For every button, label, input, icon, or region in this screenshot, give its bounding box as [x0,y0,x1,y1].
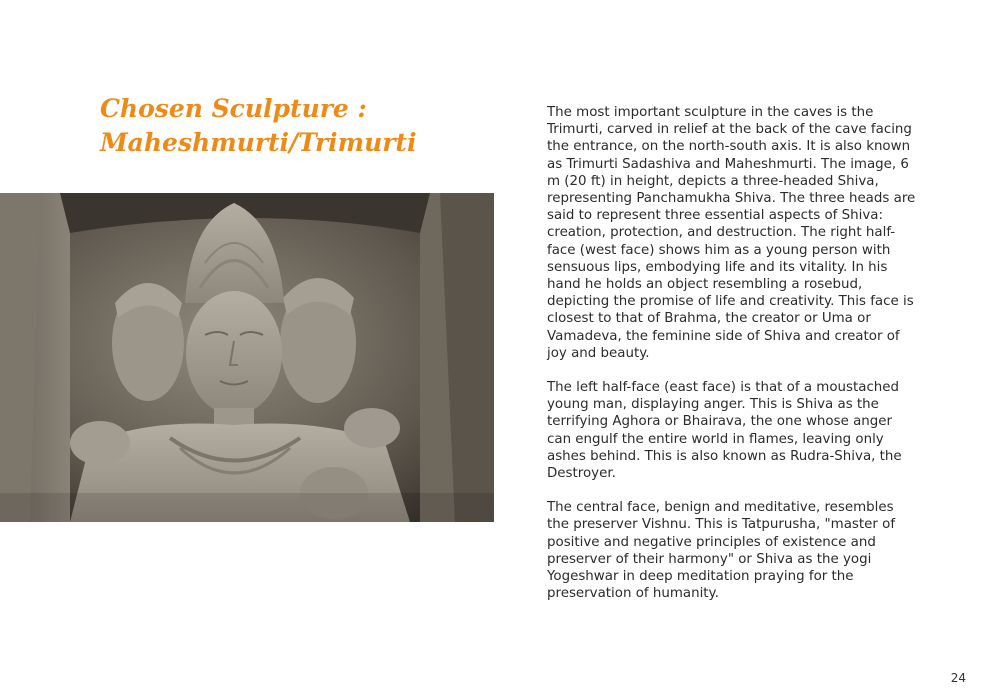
paragraph-2: The left half-face (east face) is that of a moustached young man, displaying anger. This is Shiva as the terrifying Aghora or Bhairava, the one whose anger can engulf the entire world in flames, leaving only ashes behind. This is also known as Rudra-Shiva, the Destroyer. [547,380,902,482]
title-line-2: Maheshmurti/Trimurti [100,128,417,157]
paragraph-3: The central face, benign and meditative, resembles the preserver Vishnu. This is Tatpurusha, "master of positive and negative principles of existence and preserver of their harmony" or Shiva as the yogi Yogeshwar in deep meditation praying for the preservation of humanity. [547,500,896,602]
page-number: 24 [950,671,966,685]
paragraph-1: The most important sculpture in the caves is the Trimurti, carved in relief at the back of the cave facing the entrance, on the north-south axis. It is also known as Trimurti Sadashiva and Maheshmurti. The image, 6 m (20 ft) in height, depicts a three-headed Shiva, representing Panchamukha Shiva. The three heads are said to represent three essential aspects of Shiva: creation, protection, and destruction. The right half-face (west face) shows him as a young person with sensuous lips, embodying life and its vitality. In his hand he holds an object resembling a rosebud, depicting the promise of life and creativity. This face is closest to that of Brahma, the creator or Uma or Vamadeva, the feminine side of Shiva and creator of joy and beauty. [547,105,916,361]
page-title [100,92,480,160]
title-line-1: Chosen Sculpture : [100,94,367,123]
trimurti-sculpture-image [0,193,494,522]
article-body [547,104,917,619]
